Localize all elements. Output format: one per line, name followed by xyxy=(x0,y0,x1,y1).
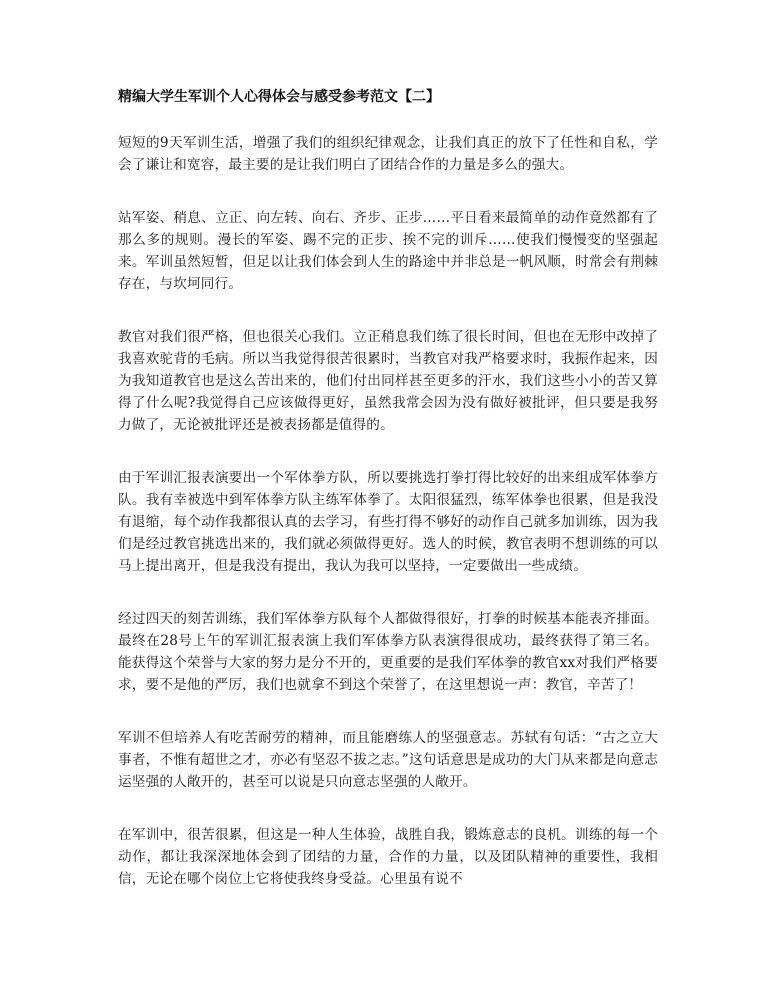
paragraph-5: 经过四天的刻苦训练，我们军体拳方队每个人都做得很好，打拳的时候基本能表齐排面。最终在28号上午的军训汇报表演上我们军体拳方队表演得很成功，最终获得了第三名。能获得这个荣誉与大家的努力是分不开的，更重要的是我们军体拳的教官xx对我们严格要求，要不是他的严厉，我们也就拿不到这个荣誉了，在这里想说一声：教官，辛苦了！ xyxy=(118,611,658,693)
paragraph-1: 短短的9天军训生活，增强了我们的组织纪律观念，让我们真正的放下了任性和自私，学会了谦让和宽容，最主要的是让我们明白了团结合作的力量是多么的强大。 xyxy=(118,135,658,173)
paragraph-6: 军训不但培养人有吃苦耐劳的精神，而且能磨练人的坚强意志。苏轼有句话：“古之立大事者，不惟有超世之才，亦必有坚忍不拔之志。”这句话意思是成功的大门从来都是向意志运坚强的人敞开的，甚至可以说是只向意志坚强的人敞开。 xyxy=(118,730,658,790)
paragraph-2: 站军姿、稍息、立正、向左转、向右、齐步、正步……平日看来最简单的动作竟然都有了那么多的规则。漫长的军姿、踢不完的正步、挨不完的训斥……使我们慢慢变的坚强起来。军训虽然短暂，但足以让我们体会到人生的路途中并非总是一帆风顺，时常会有荆棘存在，与坎坷同行。 xyxy=(118,210,658,292)
paragraph-3: 教官对我们很严格，但也很关心我们。立正稍息我们练了很长时间，但也在无形中改掉了我喜欢驼背的毛病。所以当我觉得很苦很累时，当教官对我严格要求时，我振作起来，因为我知道教官也是这么苦出来的，他们付出同样甚至更多的汗水，我们这些小小的苦又算得了什么呢?我觉得自己应该做得更好，虽然我常会因为没有做好被批评，但只要是我努力做了，无论被批评还是被表扬都是值得的。 xyxy=(118,329,658,433)
paragraph-7: 在军训中，很苦很累，但这是一种人生体验，战胜自我，锻炼意志的良机。训练的每一个动作，都让我深深地体会到了团结的力量，合作的力量，以及团队精神的重要性，我相信，无论在哪个岗位上它将使我终身受益。心里虽有说不 xyxy=(118,827,658,887)
paragraph-4: 由于军训汇报表演要出一个军体拳方队，所以要挑选打拳打得比较好的出来组成军体拳方队。我有幸被选中到军体拳方队主练军体拳了。太阳很猛烈，练军体拳也很累，但是我没有退缩，每个动作我都很认真的去学习，有些打得不够好的动作自己就多加训练，因为我们是经过教官挑选出来的，我们就必须做得更好。选人的时候，教官表明不想训练的可以马上提出离开，但是我没有提出，我认为我可以坚持，一定要做出一些成绩。 xyxy=(118,470,658,574)
document-title: 精编大学生军训个人心得体会与感受参考范文【二】 xyxy=(118,89,440,105)
document-page xyxy=(118,86,658,921)
